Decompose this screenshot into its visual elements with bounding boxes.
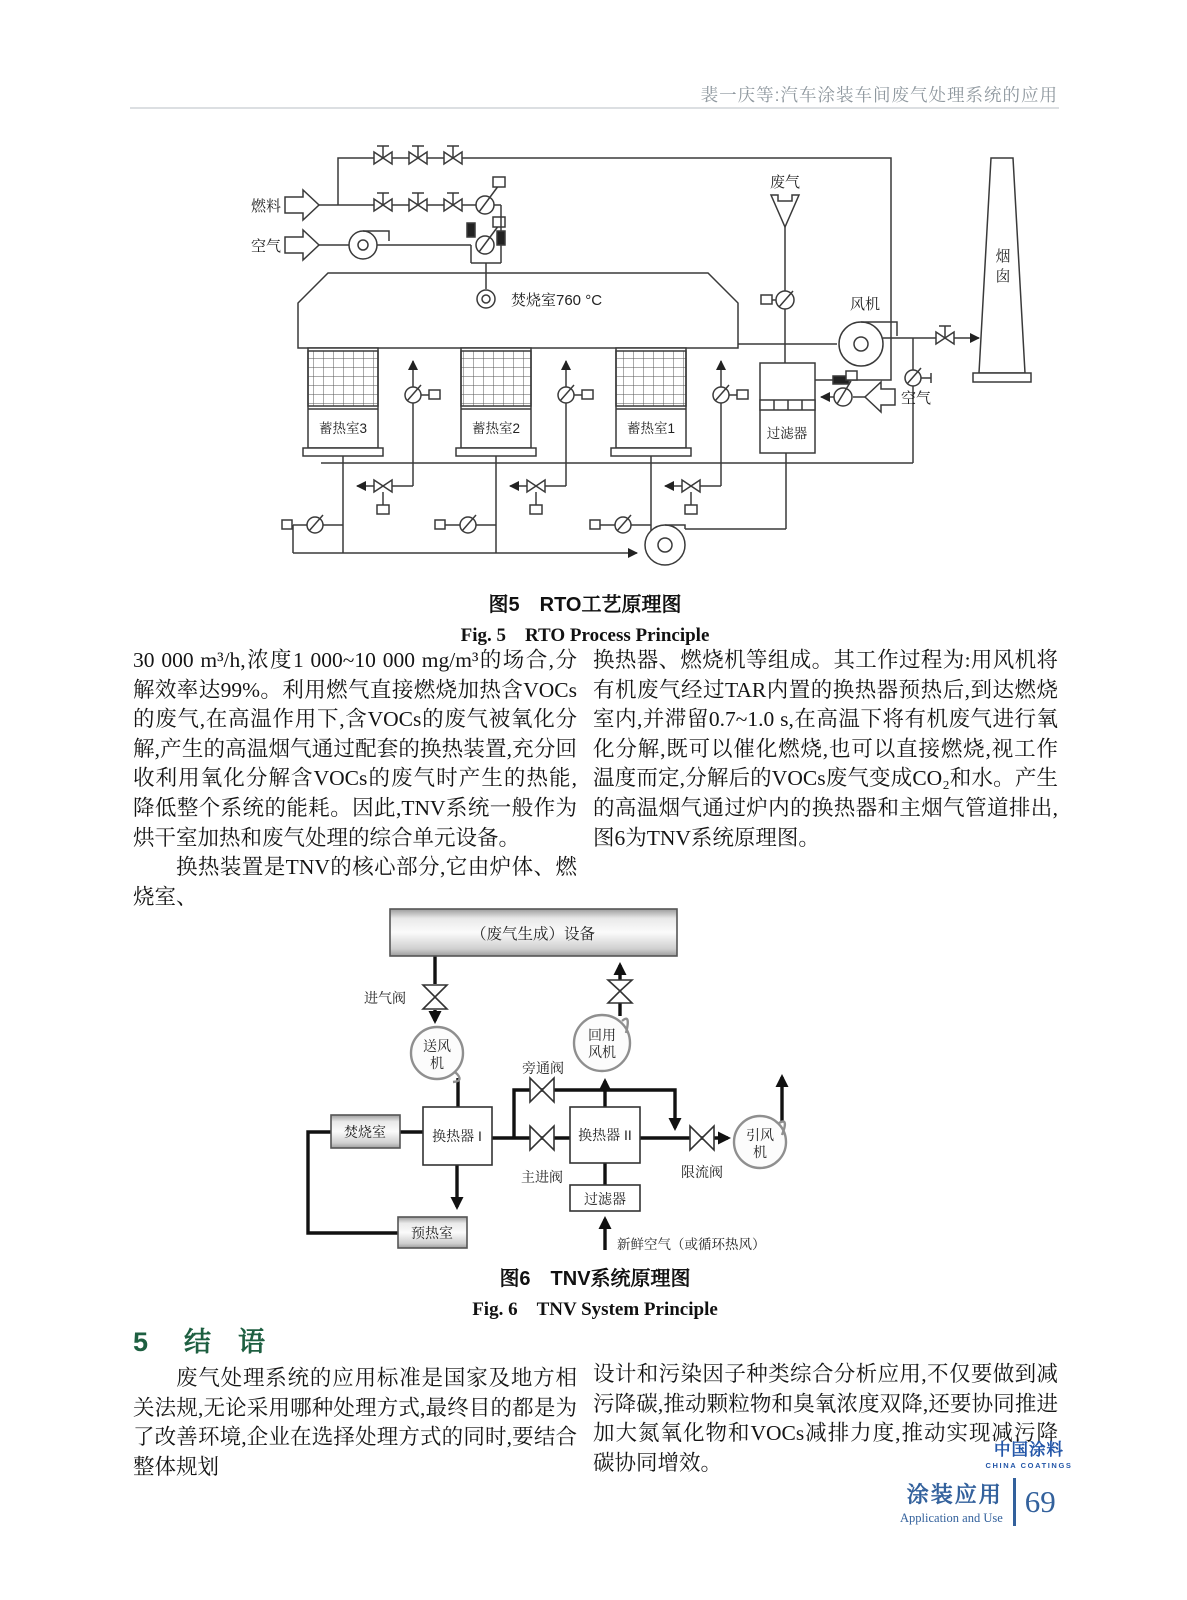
- regenerator-1: [611, 348, 691, 456]
- figure5-caption-en: Fig. 5 RTO Process Principle: [460, 625, 710, 646]
- regenerator-3: [303, 348, 383, 456]
- label-supply-fan-1: 送风: [423, 1038, 451, 1054]
- label-hx2: 换热器 II: [578, 1127, 632, 1143]
- logo-en: CHINA COATINGS: [985, 1461, 1073, 1470]
- china-coatings-logo: [984, 1436, 1074, 1470]
- exhaust-fan-icon: [839, 322, 897, 366]
- running-header: [130, 82, 1058, 107]
- label-id-fan-1: 引风: [746, 1127, 774, 1143]
- label-filter: 过滤器: [766, 426, 808, 441]
- air-right-arrow-icon: [865, 382, 895, 412]
- label-limit-valve: 限流阀: [681, 1164, 723, 1180]
- section5-title: 结 语: [184, 1327, 266, 1357]
- label-recycle-fan-2: 风机: [588, 1044, 616, 1060]
- recycle-fan-icon: [574, 1015, 630, 1071]
- figure6-caption: [290, 1262, 900, 1321]
- label-regen2: 蓄热室2: [471, 421, 521, 436]
- label-filter6: 过滤器: [584, 1191, 626, 1207]
- inlet-valve-icon: [423, 985, 447, 1009]
- label-combustion6: 焚烧室: [344, 1124, 386, 1140]
- label-bypass-valve: 旁通阀: [522, 1060, 564, 1076]
- regenerator-2: [456, 348, 536, 456]
- label-main-valve: 主进阀: [521, 1169, 563, 1185]
- figure6-caption-en: Fig. 6 TNV System Principle: [472, 1299, 718, 1320]
- waste-gas-control-valve-icon: [761, 291, 794, 309]
- label-fresh-air: 新鲜空气（或循环热风）: [617, 1237, 766, 1252]
- bypass-valve-icon: [530, 1078, 554, 1102]
- label-chimney-2: 囱: [995, 268, 1011, 285]
- air-inlet-arrow-icon: [285, 230, 319, 260]
- stack-valve-icon: [936, 326, 954, 344]
- body-right-p1: 换热器、燃烧机等组成。其工作过程为:用风机将有机废气经过TAR内置的换热器预热后,到达燃烧室内,并滞留0.7~1.0 s,在高温下将有机废气进行氧化分解,既可以催化燃烧,也可以直接燃烧,视工作温度而定,分解后的VOCs废气变成CO₂和水。产生的高温烟气通过炉内的换热器和主烟气管道排出,图6为TNV系统原理图。: [593, 648, 1058, 850]
- burner-icon: [477, 290, 495, 308]
- section5-number: 5: [133, 1327, 149, 1357]
- body-left-p2: 换热装置是TNV的核心部分,它由炉体、燃烧室、: [133, 855, 577, 909]
- footer-column-en: Application and Use: [900, 1511, 1003, 1525]
- main-inlet-valve-icon: [530, 1126, 554, 1150]
- conclusion-left-p: 废气处理系统的应用标准是国家及地方相关法规,无论采用哪种处理方式,最终目的都是为了改善环境,企业在选择处理方式的同时,要结合整体规划: [133, 1366, 577, 1479]
- header-title: 裴一庆等:汽车涂装车间废气处理系统的应用: [700, 85, 1058, 105]
- riser-valves: [405, 361, 748, 486]
- label-fuel: 燃料: [251, 198, 282, 215]
- limit-valve-icon: [690, 1126, 714, 1150]
- figure6-diagram: [290, 885, 900, 1257]
- label-regen1: 蓄热室1: [626, 421, 676, 436]
- conclusion-right-p: 设计和污染因子种类综合分析应用,不仅要做到减污降碳,推动颗粒物和臭氧浓度双降,还要协同推进加大氮氧化物和VOCs减排力度,推动实现减污降碳协同增效。: [593, 1362, 1058, 1475]
- recycle-valve-icon: [608, 980, 632, 1003]
- fuel-valve-train-icon: [374, 146, 462, 211]
- manifold-valves-row1: [357, 480, 721, 514]
- label-hx1: 换热器 I: [432, 1128, 482, 1144]
- figure5-caption: [235, 588, 935, 647]
- combustion-chamber: [298, 273, 738, 348]
- waste-gas-arrow-icon: [771, 195, 799, 227]
- label-inlet-valve: 进气阀: [364, 990, 406, 1006]
- label-waste-gas: 废气: [769, 174, 801, 191]
- body-right-column: [593, 646, 1058, 853]
- bottom-blower-icon: [645, 525, 685, 565]
- footer-column-cn: 涂装应用: [906, 1482, 1003, 1507]
- page-number: 69: [1024, 1484, 1056, 1519]
- fuel-inlet-arrow-icon: [285, 190, 319, 220]
- footer-divider: [1013, 1478, 1016, 1526]
- body-left-p1: 30 000 m³/h,浓度1 000~10 000 mg/m³的场合,分解效率达99%。利用燃气直接燃烧加热含VOCs的废气,在高温作用下,含VOCs的废气被氧化分解,产生的高温烟气通过配套的换热装置,充分回收利用氧化分解含VOCs的废气时产生的热能,降低整个系统的能耗。因此,TNV系统一般作为烘干室加热和废气处理的综合单元设备。: [133, 648, 577, 850]
- right-line-valve-icon: [905, 368, 931, 386]
- label-preheat: 预热室: [411, 1225, 453, 1241]
- section5-heading: [133, 1320, 265, 1359]
- conclusion-left-column: [133, 1364, 577, 1482]
- logo-cn: 中国涂料: [994, 1441, 1064, 1459]
- figure5-caption-cn: 图5 RTO工艺原理图: [488, 594, 682, 616]
- manifold-valves-row2: [282, 515, 651, 553]
- label-regen3: 蓄热室3: [318, 421, 368, 436]
- label-equipment: （废气生成）设备: [470, 926, 596, 943]
- figure5-diagram: [233, 133, 1113, 583]
- label-id-fan-2: 机: [753, 1144, 767, 1160]
- label-chimney-1: 烟: [995, 248, 1011, 265]
- page-footer: [900, 1478, 1056, 1526]
- label-combustion: 焚烧室760 °C: [511, 292, 603, 309]
- body-left-column: [133, 646, 577, 912]
- label-fan: 风机: [849, 296, 881, 313]
- label-air-left: 空气: [251, 238, 282, 255]
- label-supply-fan-2: 机: [430, 1055, 444, 1071]
- label-air-right: 空气: [901, 390, 932, 407]
- label-recycle-fan-1: 回用: [588, 1027, 616, 1043]
- figure6-caption-cn: 图6 TNV系统原理图: [499, 1268, 691, 1290]
- header-rule: [130, 107, 1059, 109]
